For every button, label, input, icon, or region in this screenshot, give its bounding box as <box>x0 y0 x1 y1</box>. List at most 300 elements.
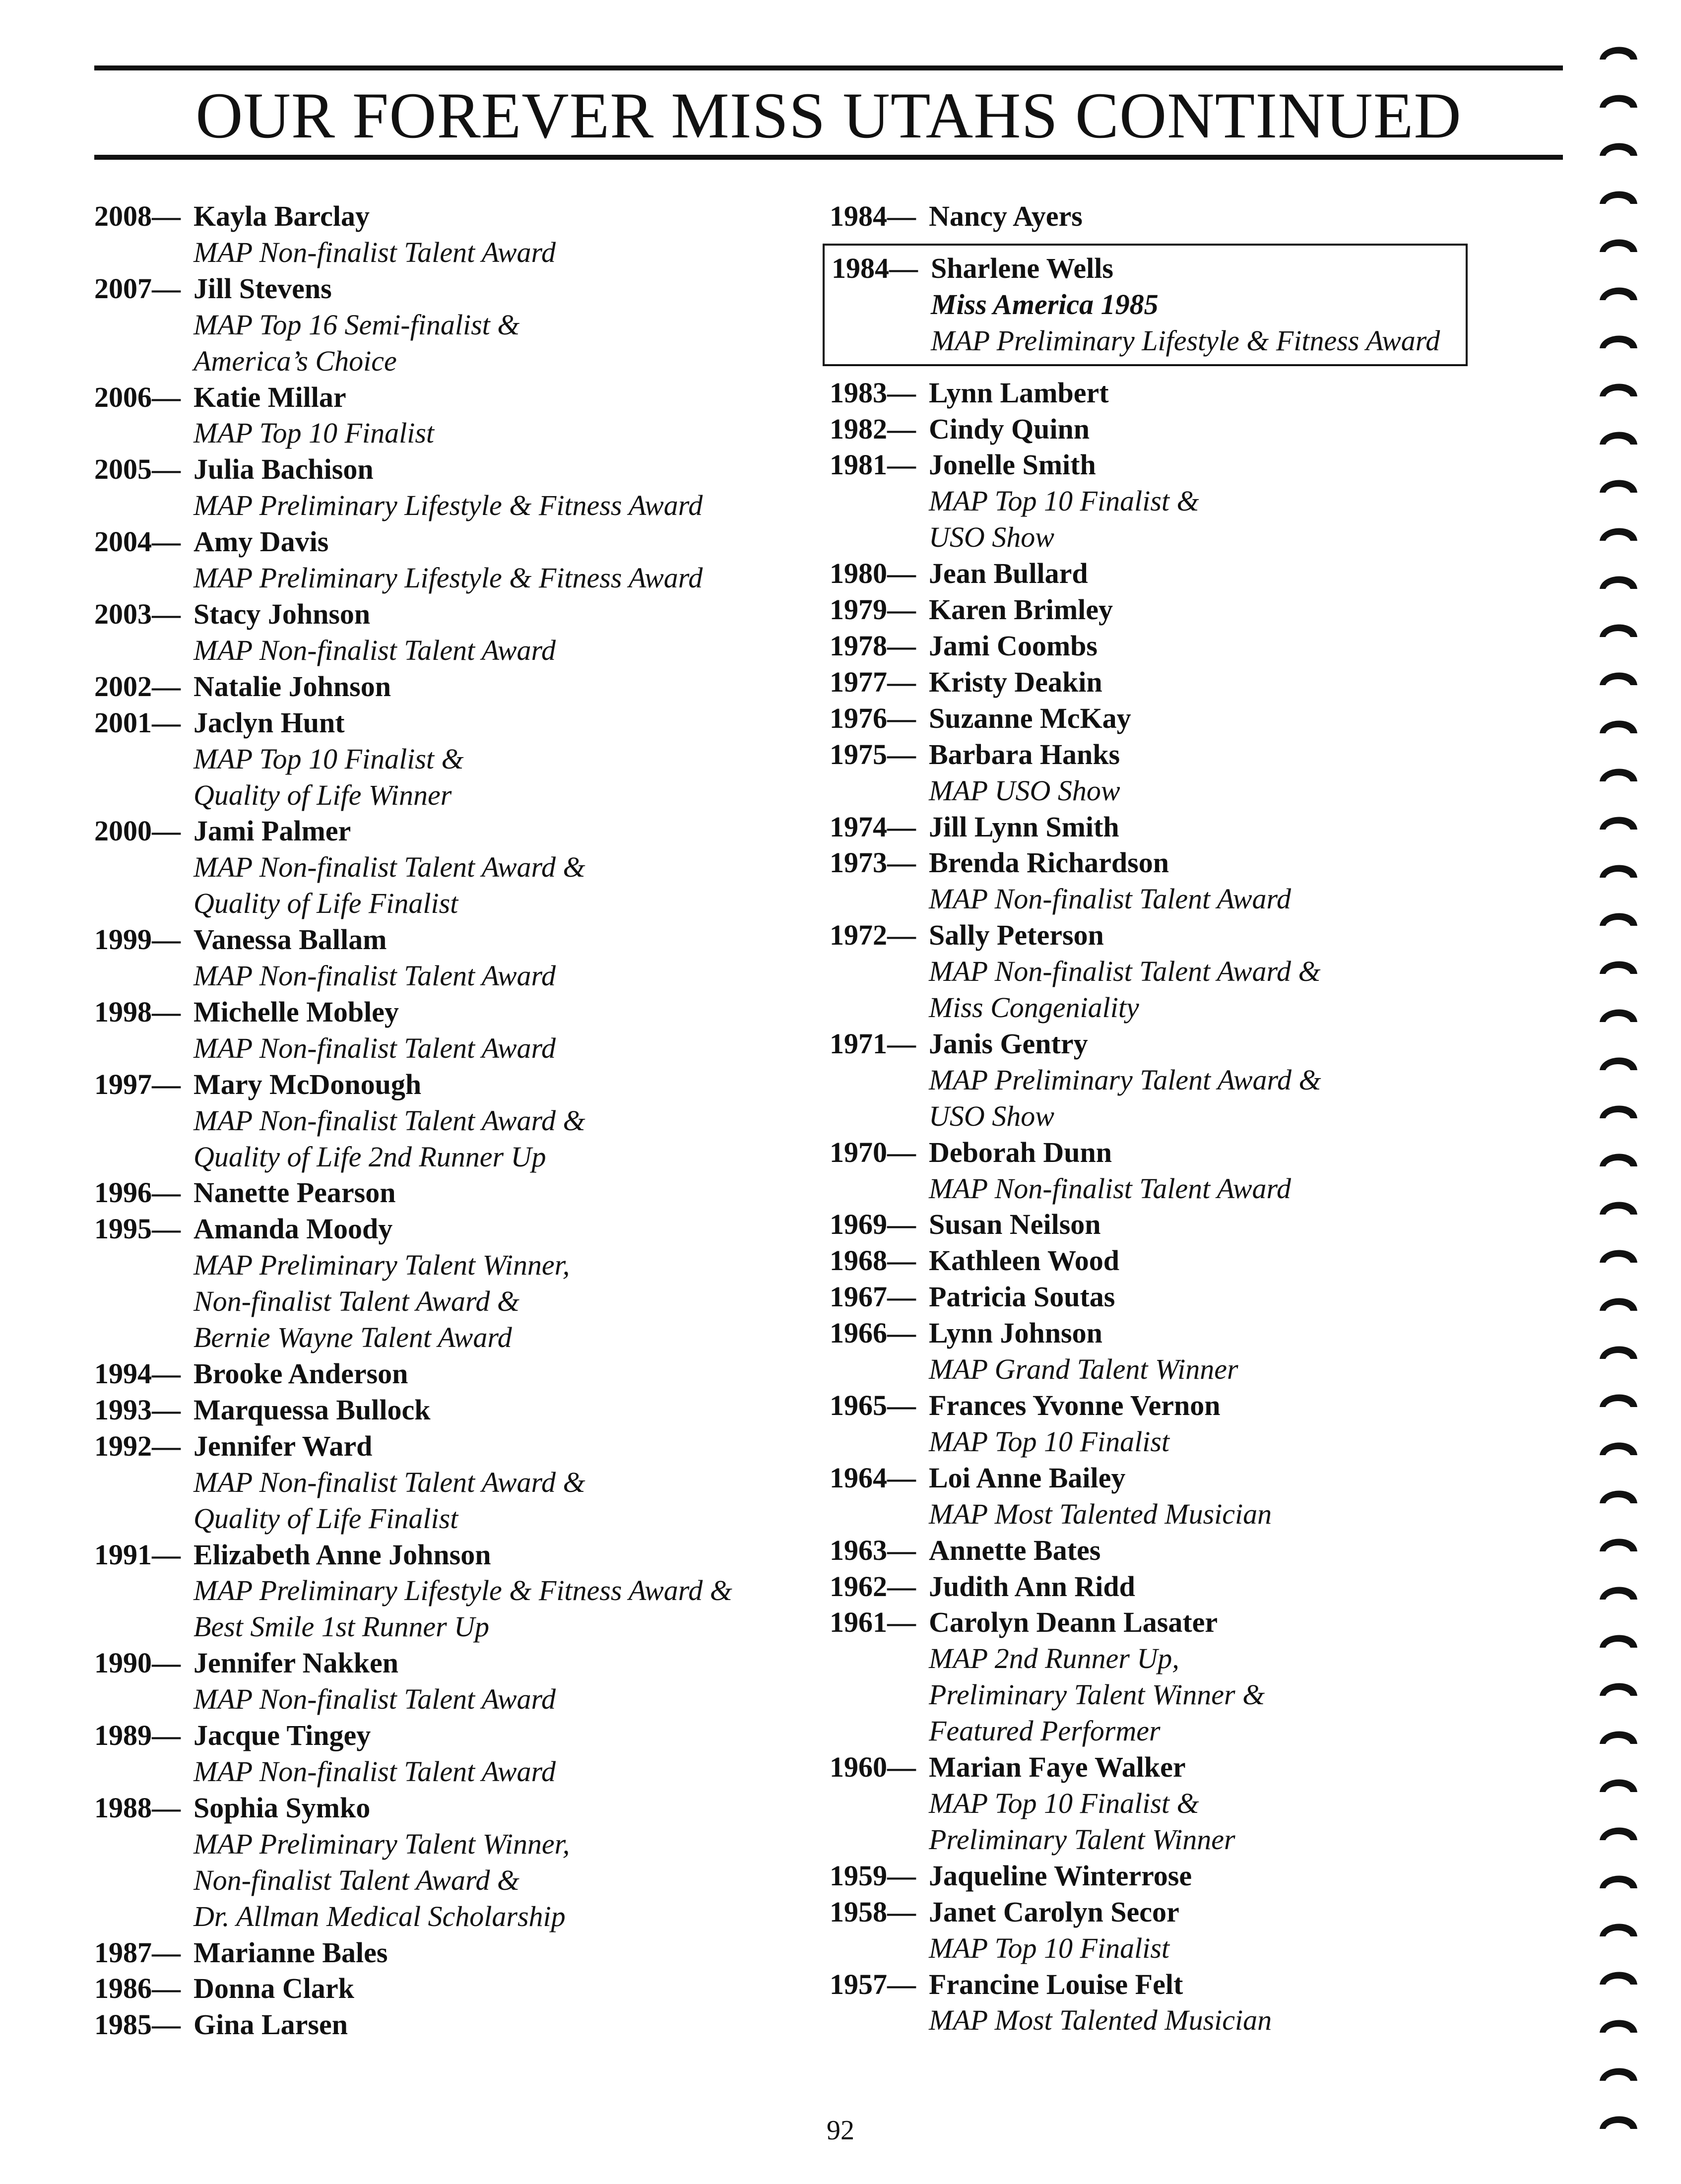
titleholder-entry <box>94 1790 799 1935</box>
titleholder-entry <box>94 1971 799 2007</box>
entry-year: 1989— <box>94 1719 181 1752</box>
entry-name: Barbara Hanks <box>929 738 1120 771</box>
titleholder-entry <box>830 1388 1494 1460</box>
binding-ring-icon <box>1598 665 1639 687</box>
entry-name: Gina Larsen <box>194 2008 348 2041</box>
entry-name: Kristy Deakin <box>929 665 1102 698</box>
binding-ring-icon <box>1598 473 1639 495</box>
entry-name: Amy Davis <box>194 525 329 558</box>
entry-body <box>194 705 799 814</box>
entry-award: MAP Non-finalist Talent Award <box>194 1683 556 1716</box>
entry-award: MAP Most Talented Musician <box>929 1497 1272 1530</box>
entry-name: Stacy Johnson <box>194 597 371 630</box>
entry-year: 1976— <box>830 702 916 734</box>
entry-award: MAP Top 16 Semi-finalist & <box>194 308 520 341</box>
entry-name: Jill Lynn Smith <box>929 810 1119 843</box>
binding-ring-icon <box>1598 1917 1639 1938</box>
titleholder-entry <box>830 701 1494 737</box>
entry-body <box>194 922 799 994</box>
binding-ring-icon <box>1598 1002 1639 1024</box>
binding-ring-icon <box>1598 1965 1639 1987</box>
titleholder-entry <box>830 1135 1494 1207</box>
titleholder-entry <box>94 198 799 271</box>
entry-name: Carolyn Deann Lasater <box>929 1606 1218 1639</box>
entry-body <box>929 1858 1494 1894</box>
titleholder-entry <box>830 1533 1494 1569</box>
entry-name: Patricia Soutas <box>929 1281 1115 1313</box>
titleholder-entry <box>94 1392 799 1428</box>
titleholder-entry <box>830 198 1494 235</box>
entry-year: 1990— <box>94 1647 181 1679</box>
titleholder-entry <box>830 1460 1494 1533</box>
titleholder-entry <box>830 1026 1494 1135</box>
entry-name: Julia Bachison <box>194 453 374 486</box>
binding-ring-icon <box>1598 377 1639 398</box>
entry-name: Donna Clark <box>194 1972 354 2005</box>
entry-name: Jacque Tingey <box>194 1719 371 1752</box>
entry-name: Sophia Symko <box>194 1791 371 1824</box>
titleholder-entry <box>830 1569 1494 1605</box>
binding-ring-icon <box>1598 2061 1639 2083</box>
entry-year: 1964— <box>830 1461 916 1494</box>
entry-name: Nancy Ayers <box>929 200 1083 232</box>
entry-name: Janet Carolyn Secor <box>929 1895 1179 1928</box>
right-column <box>830 198 1494 2039</box>
entry-year: 1986— <box>94 1972 181 2005</box>
entry-body <box>929 628 1494 664</box>
entry-highlight-title: Miss America 1985 <box>931 288 1159 321</box>
entry-body <box>929 198 1494 235</box>
entry-body <box>929 701 1494 737</box>
entry-body <box>194 1537 799 1646</box>
entry-body <box>194 813 799 922</box>
titleholder-entry <box>94 1211 799 1356</box>
entry-body <box>929 1388 1494 1460</box>
entry-award: MAP Non-finalist Talent Award <box>194 634 556 666</box>
titleholder-entry <box>94 1428 799 1537</box>
titleholder-entry <box>830 737 1494 809</box>
entry-name: Michelle Mobley <box>194 995 399 1028</box>
entry-name: Annette Bates <box>929 1534 1101 1566</box>
entry-year: 1973— <box>830 846 916 879</box>
entry-year: 2003— <box>94 597 181 630</box>
entry-body <box>929 1605 1494 1749</box>
entry-name: Sally Peterson <box>929 919 1104 952</box>
entry-name: Jennifer Nakken <box>194 1647 399 1679</box>
entry-name: Jaclyn Hunt <box>194 706 345 739</box>
entry-name: Janis Gentry <box>929 1027 1088 1060</box>
binding-ring-icon <box>1598 617 1639 639</box>
entry-body <box>929 1135 1494 1207</box>
entry-body <box>194 1428 799 1537</box>
entry-year: 1995— <box>94 1213 181 1245</box>
title-rule-top <box>94 65 1563 70</box>
entry-body <box>929 917 1494 1026</box>
titleholder-entry <box>94 2007 799 2043</box>
entry-name: Vanessa Ballam <box>194 923 387 956</box>
entry-award: Preliminary Talent Winner <box>929 1823 1235 1856</box>
titleholder-entry <box>830 628 1494 664</box>
entry-award: MAP Preliminary Talent Award & <box>929 1063 1321 1096</box>
left-column <box>94 198 799 2043</box>
binding-ring-icon <box>1598 88 1639 110</box>
entry-name: Natalie Johnson <box>194 670 391 703</box>
entry-award: MAP Preliminary Talent Winner, <box>194 1827 570 1860</box>
titleholder-entry <box>94 524 799 596</box>
entry-award: MAP Preliminary Lifestyle & Fitness Award <box>194 562 703 594</box>
entry-award: USO Show <box>929 521 1054 554</box>
entry-award: MAP Preliminary Lifestyle & Fitness Award <box>931 324 1440 357</box>
entry-year: 1975— <box>830 738 916 771</box>
entry-body <box>194 271 799 380</box>
titleholder-entry <box>94 994 799 1067</box>
entry-name: Elizabeth Anne Johnson <box>194 1538 491 1571</box>
titleholder-entry <box>94 1067 799 1175</box>
entry-year: 1971— <box>830 1027 916 1060</box>
binding-ring-icon <box>1598 425 1639 447</box>
entry-year: 2007— <box>94 272 181 305</box>
titleholder-entry <box>830 664 1494 701</box>
titleholder-entry <box>830 447 1494 556</box>
entry-body <box>929 1207 1494 1243</box>
entry-body <box>194 380 799 452</box>
binding-ring-icon <box>1598 762 1639 783</box>
titleholder-entry <box>830 1243 1494 1279</box>
entry-award: MAP Non-finalist Talent Award <box>194 1755 556 1788</box>
entry-body <box>194 451 799 524</box>
titleholder-entry <box>830 375 1494 411</box>
entry-award: Dr. Allman Medical Scholarship <box>194 1900 566 1932</box>
entry-name: Jennifer Ward <box>194 1429 373 1462</box>
entry-year: 2002— <box>94 670 181 703</box>
binding-ring-icon <box>1598 1387 1639 1409</box>
titleholder-entry <box>830 592 1494 628</box>
entry-year: 1996— <box>94 1176 181 1209</box>
entry-year: 1992— <box>94 1429 181 1462</box>
entry-award: Miss Congeniality <box>929 991 1139 1024</box>
binding-ring-icon <box>1598 1532 1639 1553</box>
binding-ring-icon <box>1598 1291 1639 1313</box>
entry-body <box>194 2007 799 2043</box>
entry-year: 1961— <box>830 1606 916 1639</box>
entry-year: 1985— <box>94 2008 181 2041</box>
titleholder-entry <box>94 813 799 922</box>
entry-name: Francine Louise Felt <box>929 1968 1183 2000</box>
entry-year: 1969— <box>830 1208 916 1241</box>
entry-name: Brooke Anderson <box>194 1357 408 1390</box>
entry-award: Bernie Wayne Talent Award <box>194 1321 512 1354</box>
titleholder-entry <box>94 1718 799 1790</box>
entry-award: MAP Top 10 Finalist & <box>194 742 464 775</box>
entry-year: 1978— <box>830 629 916 662</box>
entry-year: 1983— <box>830 376 916 409</box>
titleholder-entry <box>830 809 1494 845</box>
titleholder-entry <box>94 705 799 814</box>
entry-name: Jill Stevens <box>194 272 332 305</box>
binding-ring-icon <box>1598 136 1639 158</box>
titleholder-entry <box>830 1894 1494 1967</box>
entry-year: 1982— <box>830 412 916 445</box>
entry-award: MAP Preliminary Talent Winner, <box>194 1249 570 1282</box>
entry-year: 1994— <box>94 1357 181 1390</box>
titleholder-entry <box>830 1605 1494 1749</box>
binding-ring-icon <box>1598 2013 1639 2035</box>
entry-name: Judith Ann Ridd <box>929 1570 1135 1603</box>
titleholder-entry <box>830 1279 1494 1315</box>
binding-ring-icon <box>1598 954 1639 976</box>
entry-award: MAP Top 10 Finalist & <box>929 485 1199 517</box>
entry-name: Nanette Pearson <box>194 1176 396 1209</box>
entry-award: MAP Non-finalist Talent Award & <box>194 1466 585 1498</box>
entry-body <box>194 1392 799 1428</box>
entry-body <box>194 1211 799 1356</box>
entry-body <box>194 198 799 271</box>
entry-body <box>194 1935 799 1971</box>
title-rule-bottom <box>94 155 1563 160</box>
binding-ring-icon <box>1598 40 1639 62</box>
binding-ring-icon <box>1598 713 1639 735</box>
entry-name: Kathleen Wood <box>929 1244 1120 1277</box>
entry-award: MAP 2nd Runner Up, <box>929 1642 1179 1675</box>
entry-award: Preliminary Talent Winner & <box>929 1678 1265 1711</box>
entry-year: 1967— <box>830 1281 916 1313</box>
entry-body <box>929 375 1494 411</box>
entry-year: 1972— <box>830 919 916 952</box>
entry-award: Quality of Life 2nd Runner Up <box>194 1140 546 1173</box>
titleholder-entry <box>94 1537 799 1646</box>
binding-ring-icon <box>1598 1724 1639 1746</box>
entry-award: MAP Non-finalist Talent Award <box>194 960 556 992</box>
entry-year: 2000— <box>94 815 181 847</box>
entry-year: 2008— <box>94 200 181 232</box>
titleholder-entry <box>94 271 799 380</box>
entry-name: Brenda Richardson <box>929 846 1169 879</box>
titleholder-entry <box>830 1315 1494 1388</box>
binding-ring-icon <box>1598 1628 1639 1650</box>
entry-name: Suzanne McKay <box>929 702 1131 734</box>
binding-ring-icon <box>1598 1772 1639 1794</box>
entry-award: Best Smile 1st Runner Up <box>194 1610 490 1643</box>
entry-year: 1998— <box>94 995 181 1028</box>
entry-award: MAP Top 10 Finalist <box>929 1425 1170 1458</box>
entry-body <box>194 1356 799 1392</box>
entry-award: MAP Non-finalist Talent Award <box>194 236 556 268</box>
entry-body <box>194 596 799 669</box>
entry-body <box>929 737 1494 809</box>
entry-name: Marquessa Bullock <box>194 1393 431 1426</box>
binding-ring-icon <box>1598 1195 1639 1217</box>
binding-ring-icon <box>1598 1147 1639 1168</box>
entry-year: 1979— <box>830 593 916 626</box>
titleholder-entry <box>830 1749 1494 1858</box>
highlighted-entry <box>823 244 1468 366</box>
entry-name: Kayla Barclay <box>194 200 370 232</box>
page-title: OUR FOREVER MISS UTAHS CONTINUED <box>195 79 1462 152</box>
entry-body <box>931 251 1456 359</box>
binding-ring-icon <box>1598 521 1639 543</box>
entry-body <box>929 845 1494 917</box>
titleholder-entry <box>830 1207 1494 1243</box>
entry-year: 2001— <box>94 706 181 739</box>
binding-ring-icon <box>1598 810 1639 832</box>
entry-year: 1968— <box>830 1244 916 1277</box>
entry-year: 1962— <box>830 1570 916 1603</box>
entry-name: Loi Anne Bailey <box>929 1461 1126 1494</box>
page-number: 92 <box>827 2115 854 2146</box>
entry-year: 1984— <box>830 200 916 232</box>
binding-ring-icon <box>1598 1580 1639 1602</box>
binding-ring-icon <box>1598 1339 1639 1361</box>
binding-ring-icon <box>1598 280 1639 302</box>
entry-body <box>929 447 1494 556</box>
entry-body <box>929 809 1494 845</box>
titleholder-entry <box>94 1935 799 1971</box>
entry-year: 2004— <box>94 525 181 558</box>
entry-award: MAP Top 10 Finalist <box>929 1931 1170 1964</box>
entry-name: Marianne Bales <box>194 1936 388 1969</box>
entry-year: 1963— <box>830 1534 916 1566</box>
entry-body <box>929 1315 1494 1388</box>
entry-year: 1974— <box>830 810 916 843</box>
entry-year: 1965— <box>830 1389 916 1421</box>
entry-name: Lynn Lambert <box>929 376 1109 409</box>
entry-body <box>929 1967 1494 2039</box>
entry-year: 1970— <box>830 1136 916 1168</box>
entry-body <box>194 669 799 705</box>
entry-name: Frances Yvonne Vernon <box>929 1389 1221 1421</box>
entry-year: 1958— <box>830 1895 916 1928</box>
titleholder-entry <box>94 451 799 524</box>
entry-name: Katie Millar <box>194 381 346 413</box>
entry-award: MAP USO Show <box>929 774 1120 807</box>
entry-body <box>194 1067 799 1175</box>
titleholder-entry <box>830 411 1494 448</box>
entry-name: Jami Coombs <box>929 629 1098 662</box>
entry-body <box>194 1175 799 1211</box>
entry-year: 1999— <box>94 923 181 956</box>
entry-body <box>929 1749 1494 1858</box>
entry-year: 1993— <box>94 1393 181 1426</box>
entry-year: 1987— <box>94 1936 181 1969</box>
entry-body <box>929 411 1494 448</box>
entry-body <box>929 1569 1494 1605</box>
entry-award: Quality of Life Finalist <box>194 1502 458 1535</box>
binding-ring-icon <box>1598 906 1639 928</box>
entry-body <box>194 994 799 1067</box>
entry-award: Non-finalist Talent Award & <box>194 1863 519 1896</box>
entry-body <box>929 1243 1494 1279</box>
entry-body <box>929 1279 1494 1315</box>
entry-name: Jean Bullard <box>929 557 1088 590</box>
binding-ring-icon <box>1598 1098 1639 1120</box>
entry-award: MAP Non-finalist Talent Award <box>929 1172 1291 1205</box>
entry-name: Marian Faye Walker <box>929 1751 1186 1784</box>
entry-award: MAP Non-finalist Talent Award <box>194 1031 556 1064</box>
entry-award: Non-finalist Talent Award & <box>194 1285 519 1318</box>
entry-year: 2005— <box>94 453 181 486</box>
titleholder-entry <box>94 1356 799 1392</box>
entry-year: 1957— <box>830 1968 916 2000</box>
entry-award: MAP Non-finalist Talent Award <box>929 883 1291 915</box>
binding-ring-icon <box>1598 1676 1639 1698</box>
entry-year: 1991— <box>94 1538 181 1571</box>
entry-name: Karen Brimley <box>929 593 1113 626</box>
titleholder-entry <box>94 596 799 669</box>
titleholder-entry <box>830 556 1494 592</box>
entry-award: Quality of Life Finalist <box>194 887 458 920</box>
entry-name: Jami Palmer <box>194 815 351 847</box>
entry-body <box>194 1971 799 2007</box>
entry-award: MAP Non-finalist Talent Award & <box>194 1104 585 1137</box>
entry-body <box>194 1645 799 1718</box>
entry-year: 2006— <box>94 381 181 413</box>
binding-ring-icon <box>1598 1050 1639 1072</box>
binding-ring-icon <box>1598 569 1639 591</box>
titleholder-entry <box>94 922 799 994</box>
entry-award: MAP Most Talented Musician <box>929 2004 1272 2037</box>
titleholder-entry <box>830 1858 1494 1894</box>
entry-award: USO Show <box>929 1099 1054 1132</box>
entry-body <box>194 1718 799 1790</box>
entry-body <box>929 592 1494 628</box>
binding-ring-icon <box>1598 1868 1639 1890</box>
entry-name: Jonelle Smith <box>929 449 1096 481</box>
entry-award: Quality of Life Winner <box>194 778 452 811</box>
entry-year: 1977— <box>830 665 916 698</box>
entry-name: Lynn Johnson <box>929 1317 1102 1349</box>
binding-ring-icon <box>1598 232 1639 254</box>
entry-award: MAP Top 10 Finalist <box>194 417 435 450</box>
titleholder-entry <box>94 1645 799 1718</box>
titleholder-entry <box>830 845 1494 917</box>
entry-award: MAP Non-finalist Talent Award & <box>929 955 1321 988</box>
binding-ring-icon <box>1598 1483 1639 1505</box>
entry-name: Deborah Dunn <box>929 1136 1112 1168</box>
entry-award: MAP Grand Talent Winner <box>929 1353 1238 1386</box>
entry-body <box>929 1026 1494 1135</box>
titleholder-entry <box>94 1175 799 1211</box>
entry-award: MAP Non-finalist Talent Award & <box>194 851 585 884</box>
entry-body <box>194 524 799 596</box>
binding-ring-icon <box>1598 1820 1639 1842</box>
titleholder-entry <box>830 917 1494 1026</box>
entry-body <box>194 1790 799 1935</box>
entry-year: 1981— <box>830 449 916 481</box>
entry-name: Amanda Moody <box>194 1213 393 1245</box>
titleholder-entry <box>830 1967 1494 2039</box>
titleholder-entry <box>94 669 799 705</box>
entry-name: Cindy Quinn <box>929 412 1090 445</box>
entry-year: 1984— <box>832 252 918 284</box>
entry-body <box>929 1533 1494 1569</box>
entry-year: 1997— <box>94 1068 181 1100</box>
entry-award: America’s Choice <box>194 344 397 377</box>
entry-name: Sharlene Wells <box>931 252 1113 284</box>
entry-body <box>929 556 1494 592</box>
binding-ring-icon <box>1598 328 1639 350</box>
entry-award: MAP Preliminary Lifestyle & Fitness Award & <box>194 1574 732 1607</box>
binding-ring-icon <box>1598 1243 1639 1265</box>
binding-ring-icon <box>1598 184 1639 206</box>
entry-body <box>929 1894 1494 1967</box>
entry-name: Jaqueline Winterrose <box>929 1859 1192 1892</box>
titleholder-entry <box>94 380 799 452</box>
entry-body <box>929 664 1494 701</box>
entry-year: 1980— <box>830 557 916 590</box>
spiral-binding <box>1598 40 1647 2173</box>
entry-name: Susan Neilson <box>929 1208 1101 1241</box>
binding-ring-icon <box>1598 1435 1639 1457</box>
